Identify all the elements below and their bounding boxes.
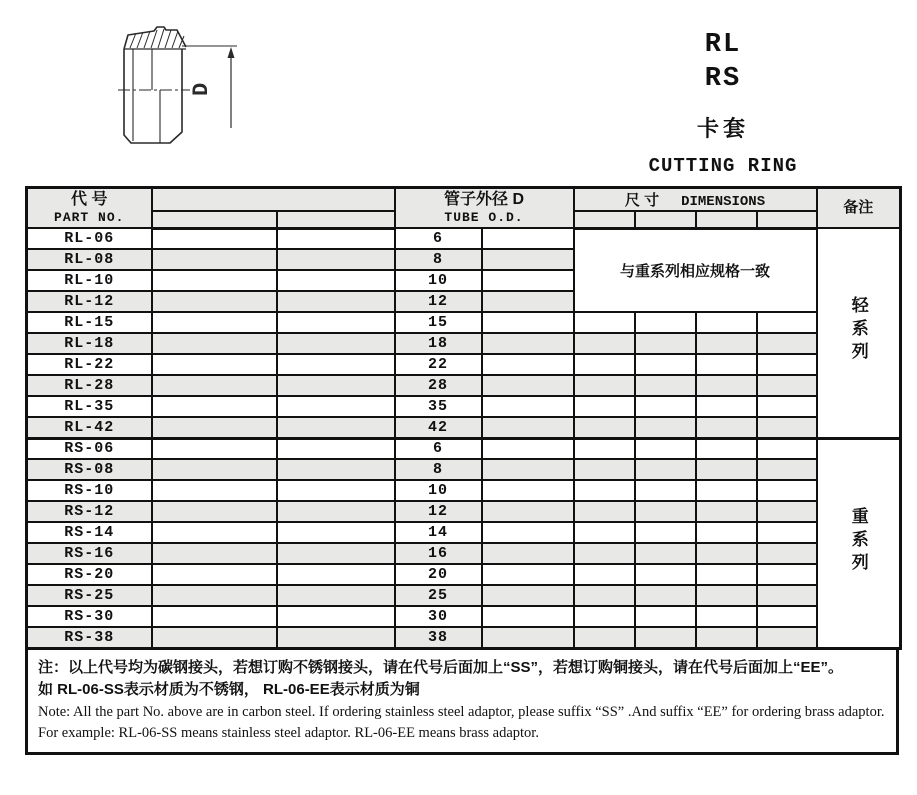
dim-cell [757, 543, 817, 564]
part-no-cell: RS-16 [27, 543, 152, 564]
table-row [27, 543, 901, 564]
dim-cell [635, 396, 696, 417]
dim-cell [696, 606, 757, 627]
tube-od-extra-cell [482, 522, 574, 543]
dim-cell [635, 564, 696, 585]
dim-cell [574, 333, 635, 354]
dim-cell [635, 438, 696, 459]
dim-cell [696, 480, 757, 501]
dim-cell [574, 585, 635, 606]
part-no-cell: RL-15 [27, 312, 152, 333]
tube-od-cell: 30 [395, 606, 482, 627]
part-no-cell: RL-22 [27, 354, 152, 375]
empty-cell [277, 333, 395, 354]
table-row [27, 606, 901, 627]
footnote-box [25, 647, 899, 755]
dim-cell [635, 375, 696, 396]
dim-cell [757, 627, 817, 648]
dim-cell [574, 480, 635, 501]
header-remarks: 备注 [817, 188, 901, 229]
table-row [27, 417, 901, 438]
tube-od-cell: 25 [395, 585, 482, 606]
tube-od-cell: 10 [395, 480, 482, 501]
dim-cell [696, 459, 757, 480]
dim-cell [635, 606, 696, 627]
part-no-cell: RS-12 [27, 501, 152, 522]
tube-od-cell: 10 [395, 270, 482, 291]
header-dim-sub-3 [696, 211, 757, 228]
tube-od-cell: 22 [395, 354, 482, 375]
empty-cell [152, 438, 277, 459]
dim-cell [696, 585, 757, 606]
header-row-1 [27, 188, 901, 212]
dim-cell [696, 417, 757, 438]
header-dimensions-zh: 尺 寸 [624, 192, 660, 209]
title-block [598, 28, 848, 177]
part-no-cell: RL-10 [27, 270, 152, 291]
tube-od-cell: 12 [395, 291, 482, 312]
empty-cell [277, 438, 395, 459]
dim-cell [696, 501, 757, 522]
tube-od-cell: 16 [395, 543, 482, 564]
product-name-en: CUTTING RING [648, 155, 798, 177]
tube-od-cell: 38 [395, 627, 482, 648]
table-row [27, 312, 901, 333]
empty-cell [152, 459, 277, 480]
dim-cell [757, 333, 817, 354]
empty-cell [152, 312, 277, 333]
header-blank-sub-2 [277, 211, 395, 228]
dim-cell [635, 585, 696, 606]
dim-cell [757, 354, 817, 375]
dim-cell [757, 417, 817, 438]
empty-cell [152, 333, 277, 354]
tube-od-extra-cell [482, 480, 574, 501]
tube-od-cell: 6 [395, 438, 482, 459]
part-no-cell: RS-20 [27, 564, 152, 585]
table-row [27, 228, 901, 249]
dim-cell [696, 564, 757, 585]
tube-od-extra-cell [482, 312, 574, 333]
empty-cell [152, 354, 277, 375]
dim-cell [574, 606, 635, 627]
dim-cell [574, 522, 635, 543]
part-no-cell: RL-35 [27, 396, 152, 417]
table-row [27, 522, 901, 543]
dim-cell [696, 333, 757, 354]
dim-cell [635, 417, 696, 438]
footnote-en: Note: All the part No. above are in carbon steel. If ordering stainless steel adaptor, please suffix “SS” .And suffix “EE” for ordering brass adaptor. For example: RL-06-SS means stainless steel adaptor. RL-06-EE means brass adaptor. [38, 703, 885, 741]
part-no-cell: RL-28 [27, 375, 152, 396]
empty-cell [277, 459, 395, 480]
header-dim-sub-2 [635, 211, 696, 228]
dim-cell [757, 606, 817, 627]
table-row [27, 354, 901, 375]
tube-od-extra-cell [482, 333, 574, 354]
part-no-cell: RS-08 [27, 459, 152, 480]
header-part-no-zh: 代 号 [71, 191, 108, 208]
product-name-zh: 卡套 [696, 116, 749, 141]
dim-cell [574, 417, 635, 438]
arrowhead [228, 47, 235, 58]
dim-cell [757, 501, 817, 522]
part-no-cell: RL-06 [27, 228, 152, 249]
empty-cell [277, 480, 395, 501]
header-blank-wide [152, 188, 395, 212]
dim-cell [757, 585, 817, 606]
tube-od-extra-cell [482, 627, 574, 648]
dim-cell [574, 564, 635, 585]
empty-cell [277, 312, 395, 333]
table-container [25, 186, 899, 755]
dim-cell [696, 312, 757, 333]
part-no-cell: RL-12 [27, 291, 152, 312]
empty-cell [152, 543, 277, 564]
part-no-cell: RS-10 [27, 480, 152, 501]
series-label-heavy-text: 重系列 [848, 506, 868, 576]
empty-cell [277, 291, 395, 312]
dim-cell [696, 522, 757, 543]
dim-cell [696, 396, 757, 417]
empty-cell [277, 249, 395, 270]
empty-cell [152, 291, 277, 312]
dim-cell [696, 543, 757, 564]
header-part-no [27, 188, 152, 229]
dim-cell [757, 438, 817, 459]
dim-cell [635, 333, 696, 354]
dim-cell [574, 543, 635, 564]
tube-od-cell: 12 [395, 501, 482, 522]
tube-od-extra-cell [482, 543, 574, 564]
empty-cell [152, 396, 277, 417]
cutting-ring-drawing [108, 22, 248, 157]
dim-cell [635, 312, 696, 333]
dim-cell [635, 627, 696, 648]
part-no-cell: RS-30 [27, 606, 152, 627]
table-row [27, 585, 901, 606]
dim-cell [574, 438, 635, 459]
model-code-rl: RL [704, 30, 742, 60]
dim-cell [696, 354, 757, 375]
tube-od-cell: 35 [395, 396, 482, 417]
header-dim-sub-1 [574, 211, 635, 228]
model-code-rs: RS [704, 64, 742, 94]
header-tube-od-en: TUBE O.D. [444, 210, 524, 225]
tube-od-cell: 8 [395, 249, 482, 270]
dim-cell [757, 396, 817, 417]
tube-od-cell: 20 [395, 564, 482, 585]
dim-cell [696, 375, 757, 396]
table-row [27, 480, 901, 501]
dim-cell [757, 459, 817, 480]
part-no-cell: RS-06 [27, 438, 152, 459]
series-label-light [817, 228, 901, 438]
empty-cell [277, 564, 395, 585]
tube-od-extra-cell [482, 564, 574, 585]
header-part-no-en: PART NO. [54, 210, 125, 225]
dim-cell [696, 438, 757, 459]
empty-cell [152, 270, 277, 291]
dimension-d-label: D [189, 82, 214, 96]
header-tube-od-zh: 管子外径 D [444, 191, 525, 208]
tube-od-extra-cell [482, 291, 574, 312]
hatch-lines [130, 29, 184, 48]
empty-cell [152, 375, 277, 396]
spec-note-cell: 与重系列相应规格一致 [574, 228, 817, 312]
table-row [27, 396, 901, 417]
tube-od-extra-cell [482, 459, 574, 480]
header-dimensions-en: DIMENSIONS [681, 194, 766, 210]
empty-cell [152, 249, 277, 270]
dim-cell [574, 375, 635, 396]
dim-cell [574, 312, 635, 333]
empty-cell [277, 543, 395, 564]
empty-cell [152, 564, 277, 585]
series-label-heavy [817, 438, 901, 648]
empty-cell [152, 501, 277, 522]
dim-cell [635, 543, 696, 564]
tube-od-extra-cell [482, 606, 574, 627]
part-no-cell: RS-38 [27, 627, 152, 648]
empty-cell [152, 522, 277, 543]
part-no-cell: RS-14 [27, 522, 152, 543]
footnote-zh-line1: 注：以上代号均为碳钢接头，若想订购不锈钢接头，请在代号后面加上“SS”，若想订购铜接头，请在代号后面加上“EE”。 [38, 658, 844, 676]
part-no-cell: RL-08 [27, 249, 152, 270]
table-row [27, 333, 901, 354]
tube-od-cell: 14 [395, 522, 482, 543]
empty-cell [277, 228, 395, 249]
dim-cell [757, 312, 817, 333]
table-row [27, 501, 901, 522]
dim-cell [635, 354, 696, 375]
tube-od-extra-cell [482, 249, 574, 270]
dim-cell [696, 627, 757, 648]
empty-cell [277, 522, 395, 543]
table-row [27, 564, 901, 585]
dim-cell [574, 501, 635, 522]
empty-cell [277, 417, 395, 438]
table-row [27, 627, 901, 648]
dim-cell [574, 627, 635, 648]
tube-od-extra-cell [482, 438, 574, 459]
tube-od-cell: 28 [395, 375, 482, 396]
dim-cell [574, 396, 635, 417]
tube-od-cell: 18 [395, 333, 482, 354]
tube-od-cell: 6 [395, 228, 482, 249]
footnote-zh-line2: 如 RL-06-SS表示材质为不锈钢， RL-06-EE表示材质为铜 [38, 680, 420, 698]
empty-cell [277, 585, 395, 606]
empty-cell [277, 270, 395, 291]
series-label-light-text: 轻系列 [848, 296, 868, 366]
dim-cell [635, 522, 696, 543]
dim-cell [757, 522, 817, 543]
table-row [27, 459, 901, 480]
empty-cell [152, 606, 277, 627]
dim-cell [757, 375, 817, 396]
empty-cell [277, 396, 395, 417]
empty-cell [152, 627, 277, 648]
tube-od-extra-cell [482, 228, 574, 249]
header-blank-sub-1 [152, 211, 277, 228]
empty-cell [277, 606, 395, 627]
tube-od-extra-cell [482, 354, 574, 375]
dim-cell [574, 354, 635, 375]
dim-cell [635, 501, 696, 522]
part-no-cell: RS-25 [27, 585, 152, 606]
dim-cell [757, 480, 817, 501]
table-row [27, 438, 901, 459]
dim-cell [757, 564, 817, 585]
dim-cell [635, 480, 696, 501]
empty-cell [152, 585, 277, 606]
tube-od-cell: 42 [395, 417, 482, 438]
parts-table [25, 186, 902, 650]
header-dim-sub-4 [757, 211, 817, 228]
dim-cell [574, 459, 635, 480]
header-tube-od [395, 188, 574, 229]
tube-od-extra-cell [482, 417, 574, 438]
tube-od-extra-cell [482, 501, 574, 522]
empty-cell [152, 228, 277, 249]
part-no-cell: RL-42 [27, 417, 152, 438]
empty-cell [277, 501, 395, 522]
empty-cell [277, 627, 395, 648]
tube-od-cell: 8 [395, 459, 482, 480]
dim-cell [635, 459, 696, 480]
empty-cell [152, 480, 277, 501]
tube-od-extra-cell [482, 375, 574, 396]
tube-od-extra-cell [482, 585, 574, 606]
empty-cell [277, 375, 395, 396]
empty-cell [152, 417, 277, 438]
tube-od-extra-cell [482, 396, 574, 417]
tube-od-extra-cell [482, 270, 574, 291]
empty-cell [277, 354, 395, 375]
header-dimensions [574, 188, 817, 212]
table-row [27, 375, 901, 396]
part-no-cell: RL-18 [27, 333, 152, 354]
tube-od-cell: 15 [395, 312, 482, 333]
